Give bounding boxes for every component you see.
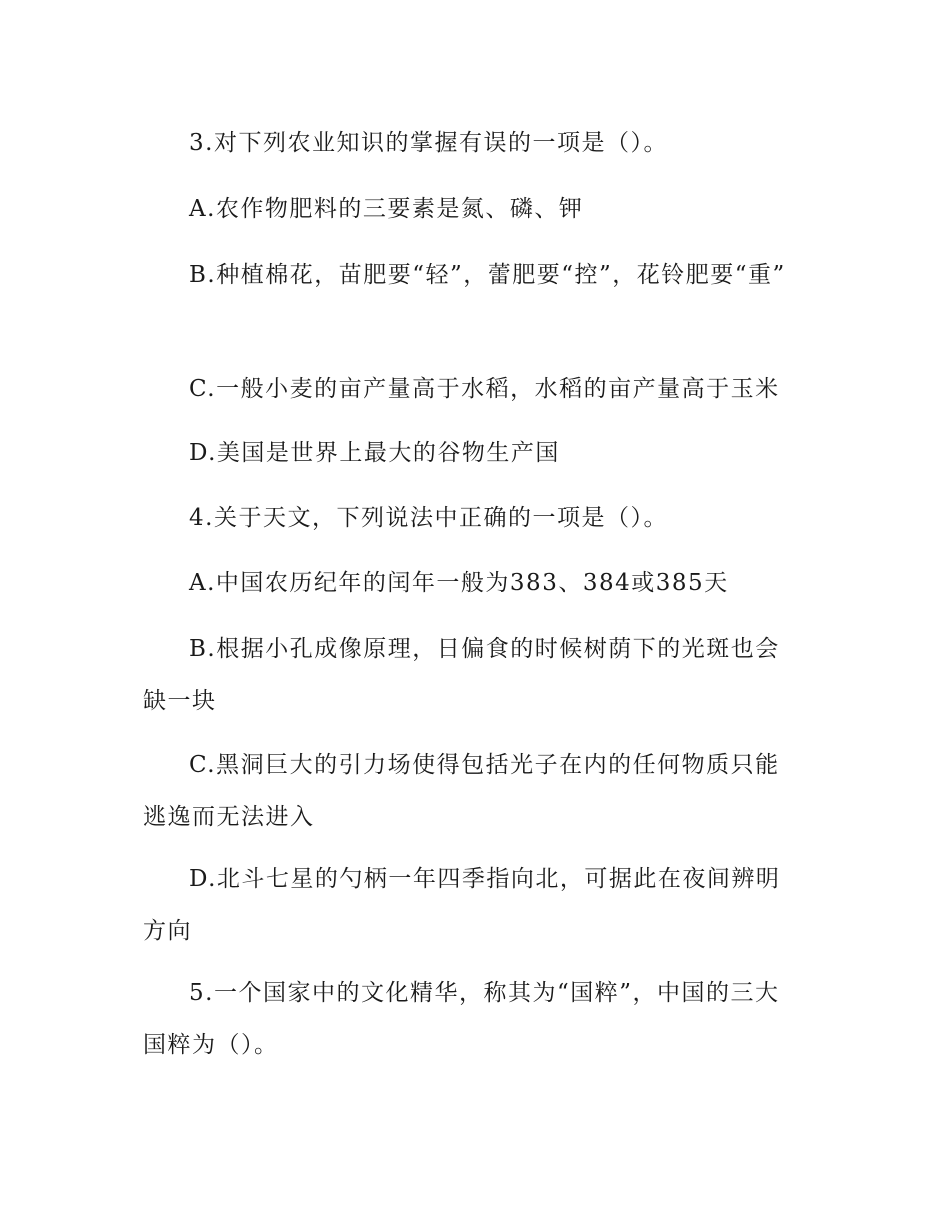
- question-3-option-d: D.美国是世界上最大的谷物生产国: [189, 440, 560, 466]
- question-4-option-c: C.黑洞巨大的引力场使得包括光子在内的任何物质只能逃逸而无法进入: [143, 752, 780, 830]
- question-3: 3.对下列农业知识的掌握有误的一项是（）。: [189, 130, 668, 156]
- question-4-option-b: B.根据小孔成像原理，日偏食的时候树荫下的光斑也会缺一块: [143, 636, 780, 714]
- question-3-option-c: C.一般小麦的亩产量高于水稻，水稻的亩产量高于玉米: [189, 376, 780, 402]
- question-4-option-a: A.中国农历纪年的闰年一般为383、384或385天: [189, 570, 729, 596]
- question-4-option-d: D.北斗七星的勺柄一年四季指向北，可据此在夜间辨明方向: [143, 866, 781, 944]
- question-5: 5.一个国家中的文化精华，称其为“国粹”，中国的三大国粹为（）。: [143, 980, 780, 1058]
- question-4: 4.关于天文，下列说法中正确的一项是（）。: [189, 505, 668, 531]
- question-3-option-a: A.农作物肥料的三要素是氮、磷、钾: [189, 196, 584, 222]
- question-3-option-b: B.种植棉花，苗肥要“轻”，蕾肥要“控”，花铃肥要“重”: [189, 262, 786, 288]
